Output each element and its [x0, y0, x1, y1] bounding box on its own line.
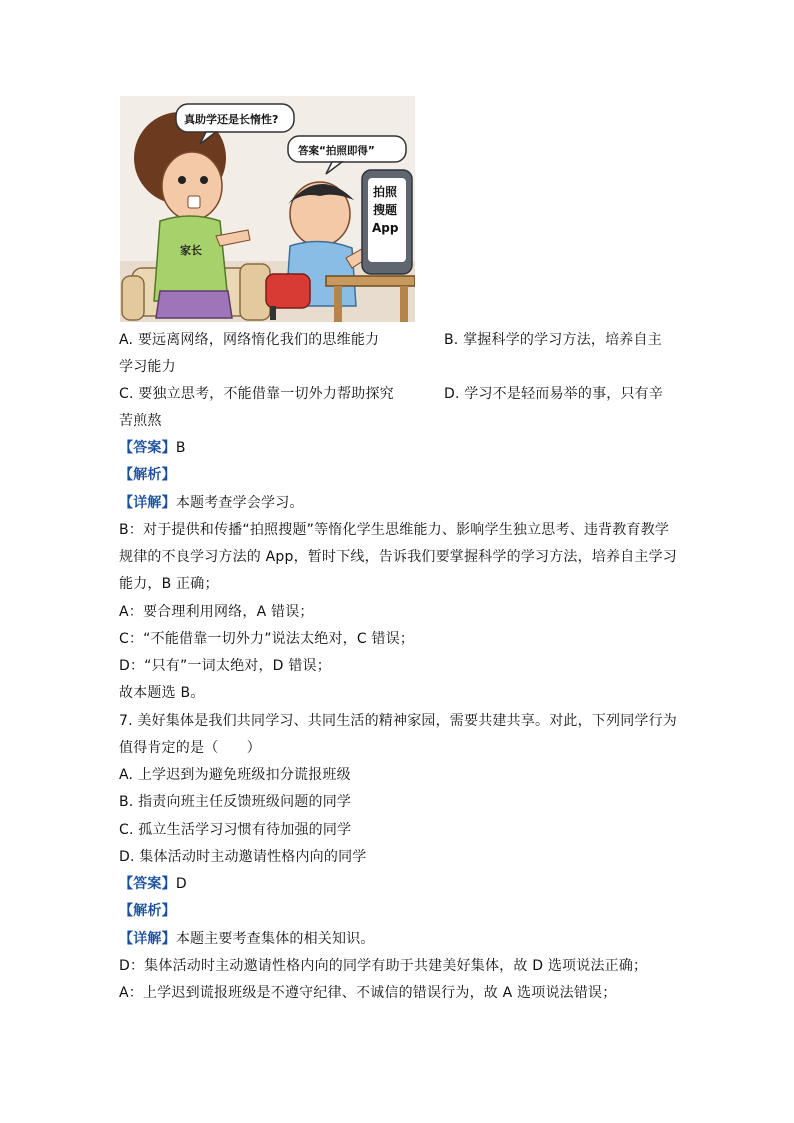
q7-option-c: C. 孤立生活学习习惯有待加强的同学: [119, 822, 352, 838]
parent-shirt-label: 家长: [180, 244, 202, 257]
q6-explain-c: C：“不能借靠一切外力”说法太绝对，C 错误；: [119, 631, 415, 647]
q6-explain-b-1: B：对于提供和传播“拍照搜题”等惰化学生思维能力、影响学生独立思考、违背教育教学: [119, 522, 670, 538]
q7-detail: [119, 930, 375, 948]
app-screen-line-3: App: [372, 221, 399, 235]
answer-value: B: [175, 440, 186, 456]
speech-text-student: 答案“拍照即得”: [298, 145, 375, 157]
detail-tag: 【详解】: [119, 495, 176, 511]
q7-option-a: A. 上学迟到为避免班级扣分谎报班级: [119, 767, 351, 783]
q6-analysis-heading: [119, 466, 176, 484]
q7-analysis-heading: [119, 902, 176, 920]
q6-answer: [119, 439, 186, 457]
analysis-tag: 【解析】: [119, 467, 176, 483]
q6-explain-a: A：要合理利用网络，A 错误；: [119, 604, 314, 620]
q6-detail: [119, 494, 304, 512]
q6-option-c: C. 要独立思考，不能借靠一切外力帮助探究: [119, 386, 394, 402]
q7-stem-2: 值得肯定的是（ ）: [119, 740, 261, 756]
answer-tag: 【答案】: [119, 876, 176, 892]
q6-explain-b-2: 规律的不良学习方法的 App，暂时下线，告诉我们要掌握科学的学习方法，培养自主学习: [119, 549, 677, 565]
q7-stem-1: 7. 美好集体是我们共同学习、共同生活的精神家园，需要共建共享。对此，下列同学行为: [119, 713, 678, 729]
q7-option-d: D. 集体活动时主动邀请性格内向的同学: [119, 849, 367, 865]
q6-option-d: D. 学习不是轻而易举的事，只有辛: [444, 386, 664, 402]
q6-conclusion: 故本题选 B。: [119, 685, 205, 701]
q7-option-b: B. 指责向班主任反馈班级问题的同学: [119, 794, 352, 810]
q6-option-b-continued: 学习能力: [119, 359, 176, 375]
detail-intro: 本题考查学会学习。: [175, 495, 304, 511]
answer-tag: 【答案】: [119, 440, 176, 456]
q6-explain-b-3: 能力，B 正确；: [119, 576, 219, 592]
answer-value: D: [175, 876, 187, 892]
detail-intro: 本题主要考查集体的相关知识。: [175, 931, 375, 947]
q7-answer: [119, 875, 187, 893]
q6-explain-d: D：“只有”一词太绝对，D 错误；: [119, 658, 331, 674]
analysis-tag: 【解析】: [119, 903, 176, 919]
app-screen-line-1: 拍照: [373, 185, 398, 199]
q7-explain-a: A：上学迟到谎报班级是不遵守纪律、不诚信的错误行为，故 A 选项说法错误；: [119, 985, 617, 1001]
q7-explain-d: D：集体活动时主动邀请性格内向的同学有助于共建美好集体，故 D 选项说法正确；: [119, 958, 648, 974]
detail-tag: 【详解】: [119, 931, 176, 947]
phone-device: [362, 170, 412, 274]
cartoon-illustration: [120, 96, 415, 322]
q6-option-d-continued: 苦煎熬: [119, 413, 162, 429]
speech-text-parent: 真助学还是长惰性?: [184, 113, 279, 126]
app-screen-line-2: 搜题: [373, 203, 398, 217]
q6-option-a: A. 要远离网络，网络惰化我们的思维能力: [119, 332, 380, 348]
q6-option-b: B. 掌握科学的学习方法，培养自主: [444, 332, 662, 348]
